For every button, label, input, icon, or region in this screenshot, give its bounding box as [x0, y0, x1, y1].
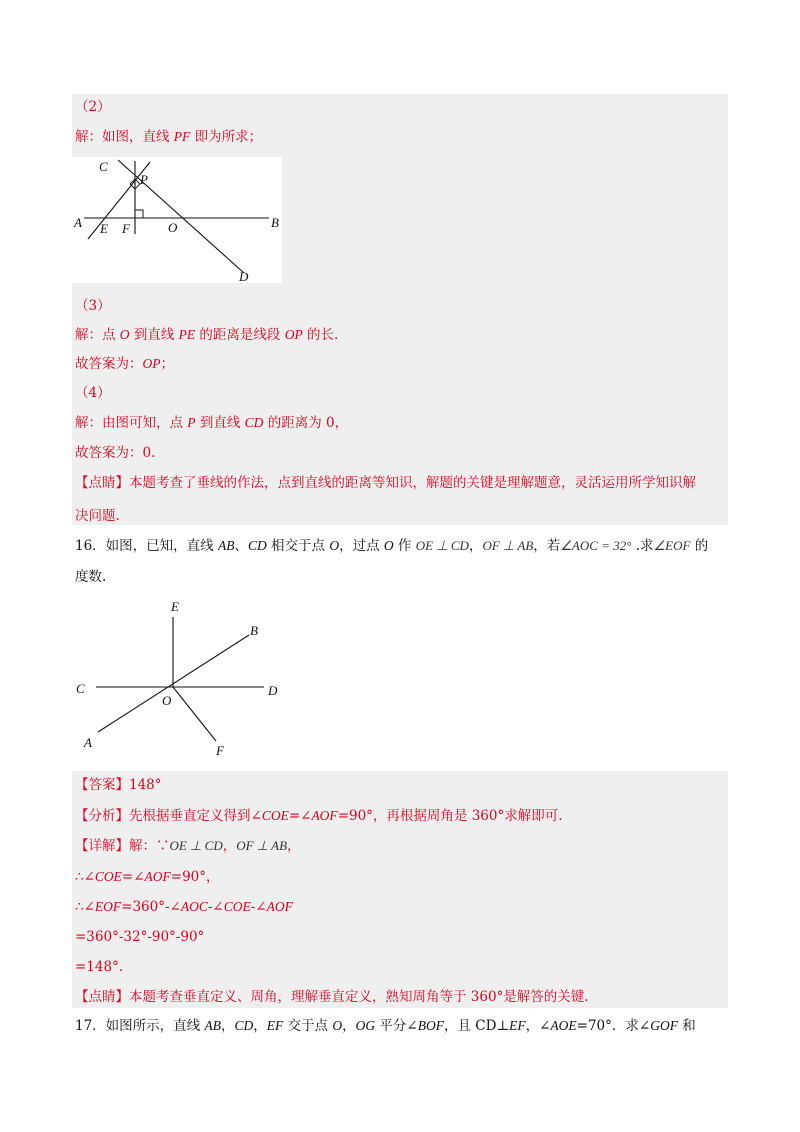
question17-line1: 17．如图所示，直线 AB，CD，EF 交于点 O，OG 平分∠BOF，且 CD⊥EF，∠AOE=70°．求∠GOF 和 — [75, 1018, 696, 1034]
comment15-line2: 决问题. — [75, 508, 120, 524]
answer16-analysis: 【分析】先根据垂直定义得到∠COE=∠AOF=90°，再根据周角是 360°求解即可. — [75, 808, 563, 824]
fig1-label-P: P — [140, 172, 148, 187]
fig1-label-E: E — [100, 221, 108, 236]
answer16-step2: ∴∠EOF=360°-∠AOC-∠COE-∠AOF — [75, 899, 293, 915]
fig2-label-D: D — [268, 683, 278, 698]
sec4-answer: 故答案为：0. — [75, 445, 156, 461]
answer16-step3: =360°-32°-90°-90° — [75, 929, 205, 945]
figure-q16-angles — [72, 595, 292, 765]
sec4-solution: 解：由图可知，点 P 到直线 CD 的距离为 0， — [75, 415, 349, 431]
sec2-solution: 解：如图，直线 PF 即为所求； — [75, 129, 263, 145]
fig1-label-C: C — [99, 159, 108, 174]
sec4-label: （4） — [75, 385, 111, 401]
sec3-label: （3） — [75, 298, 111, 314]
question16-line1: 16．如图，已知，直线 AB、CD 相交于点 O，过点 O 作 OE ⊥ CD，OF ⊥ AB，若∠AOC = 32° .求∠EOF 的 — [75, 538, 709, 554]
answer16-step4: =148°. — [75, 959, 124, 975]
fig1-label-A: A — [74, 215, 82, 230]
fig1-label-O: O — [168, 220, 178, 235]
fig2-label-O: O — [162, 693, 172, 708]
question16-line2: 度数. — [75, 569, 107, 585]
fig2-label-B: B — [250, 623, 258, 638]
sec3-solution: 解：点 O 到直线 PE 的距离是线段 OP 的长. — [75, 327, 339, 343]
comment15-line1: 【点睛】本题考查了垂线的作法，点到直线的距离等知识，解题的关键是理解题意，灵活运用所学知识解 — [75, 475, 696, 491]
fig2-label-E: E — [171, 599, 179, 614]
fig1-label-B: B — [271, 215, 279, 230]
fig1-label-D: D — [239, 269, 249, 283]
sec3-answer: 故答案为：OP； — [75, 356, 174, 372]
answer16-comment: 【点睛】本题考查垂直定义、周角，理解垂直定义，熟知周角等于 360°是解答的关键. — [75, 989, 589, 1005]
fig2-label-C: C — [76, 681, 85, 696]
fig2-label-A: A — [84, 735, 92, 750]
fig1-label-F: F — [122, 221, 130, 236]
fig2-label-F: F — [216, 743, 224, 758]
answer16-answer: 【答案】148° — [75, 777, 162, 793]
figure-perpendicular-pf — [72, 157, 282, 283]
answer16-step1: ∴∠COE=∠AOF=90°， — [75, 869, 220, 885]
answer16-detail: 【详解】解：∵OE ⊥ CD，OF ⊥ AB， — [75, 838, 301, 854]
sec2-label: （2） — [75, 99, 111, 115]
